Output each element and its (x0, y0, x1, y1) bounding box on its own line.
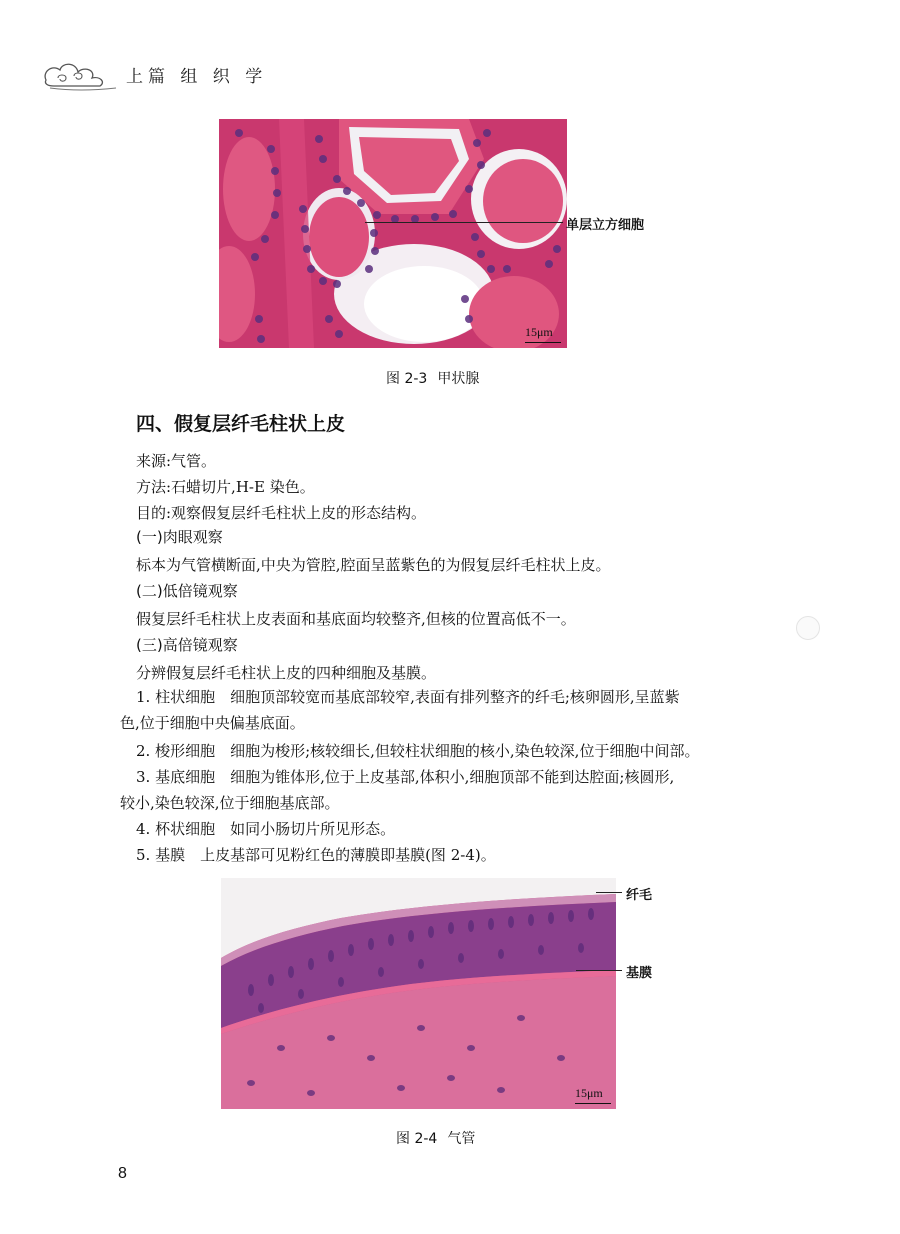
gross-observation-text: 标本为气管横断面,中央为管腔,腔面呈蓝紫色的为假复层纤毛柱状上皮。 (136, 556, 611, 574)
scale-bar-label: 15μm (525, 325, 553, 339)
list-item (136, 842, 776, 868)
label-basement-membrane: 基膜 (626, 966, 653, 981)
list-item-line: 较小,染色较深,位于细胞基底部。 (120, 794, 340, 812)
cloud-ornament-icon (40, 58, 120, 94)
scale-bar-line (575, 1103, 611, 1104)
list-item-line: 2. 梭形细胞 细胞为梭形;核较细长,但较柱状细胞的核小,染色较深,位于细胞中间部。 (136, 742, 700, 760)
subsection-heading-low-power: (二)低倍镜观察 (136, 582, 238, 600)
figure-number: 图 2-4 (396, 1131, 438, 1147)
section-title: 四、假复层纤毛柱状上皮 (136, 413, 346, 435)
list-item-line: 5. 基膜 上皮基部可见粉红色的薄膜即基膜(图 2-4)。 (136, 846, 496, 864)
figure-caption-2-3 (386, 368, 479, 388)
list-item (120, 764, 776, 816)
scale-bar-trachea (575, 1086, 611, 1101)
page-number: 8 (118, 1165, 127, 1182)
scale-bar-line (525, 342, 561, 343)
high-power-intro: 分辨假复层纤毛柱状上皮的四种细胞及基膜。 (136, 664, 437, 682)
list-item-line: 3. 基底细胞 细胞为锥体形,位于上皮基部,体积小,细胞顶部不能到达腔面;核圆形, (136, 768, 675, 786)
method-line: 方法:石蜡切片,H-E 染色。 (136, 478, 315, 496)
purpose-line: 目的:观察假复层纤毛柱状上皮的形态结构。 (136, 504, 427, 522)
thyroid-micrograph (219, 119, 567, 348)
figure-title: 甲状腺 (437, 371, 480, 387)
list-item-line: 1. 柱状细胞 细胞顶部较宽而基底部较窄,表面有排列整齐的纤毛;核卵圆形,呈蓝紫 (136, 688, 680, 706)
list-item (136, 816, 776, 842)
leader-line-cuboidal (365, 222, 563, 223)
list-item (136, 738, 776, 764)
figure-number: 图 2-3 (386, 371, 428, 387)
label-cuboidal-cells: 单层立方细胞 (566, 218, 645, 233)
subsection-heading-gross: (一)肉眼观察 (136, 528, 223, 546)
running-header (40, 58, 420, 94)
figure-caption-2-4 (396, 1128, 475, 1148)
list-item (120, 684, 776, 736)
list-item-line: 4. 杯状细胞 如同小肠切片所见形态。 (136, 820, 396, 838)
scale-bar-label: 15μm (575, 1086, 603, 1100)
low-power-text: 假复层纤毛柱状上皮表面和基底面均较整齐,但核的位置高低不一。 (136, 610, 576, 628)
running-title: 上篇 组 织 学 (126, 67, 268, 87)
subsection-heading-high-power: (三)高倍镜观察 (136, 636, 238, 654)
source-line: 来源:气管。 (136, 452, 217, 470)
label-cilia: 纤毛 (626, 888, 653, 903)
page-edge-mark (796, 616, 820, 640)
scale-bar-thyroid (525, 325, 561, 340)
trachea-micrograph (221, 878, 616, 1109)
leader-line-cilia (596, 892, 622, 893)
figure-title: 气管 (447, 1131, 476, 1147)
list-item-line: 色,位于细胞中央偏基底面。 (120, 714, 305, 732)
leader-line-basement-membrane (576, 970, 622, 971)
